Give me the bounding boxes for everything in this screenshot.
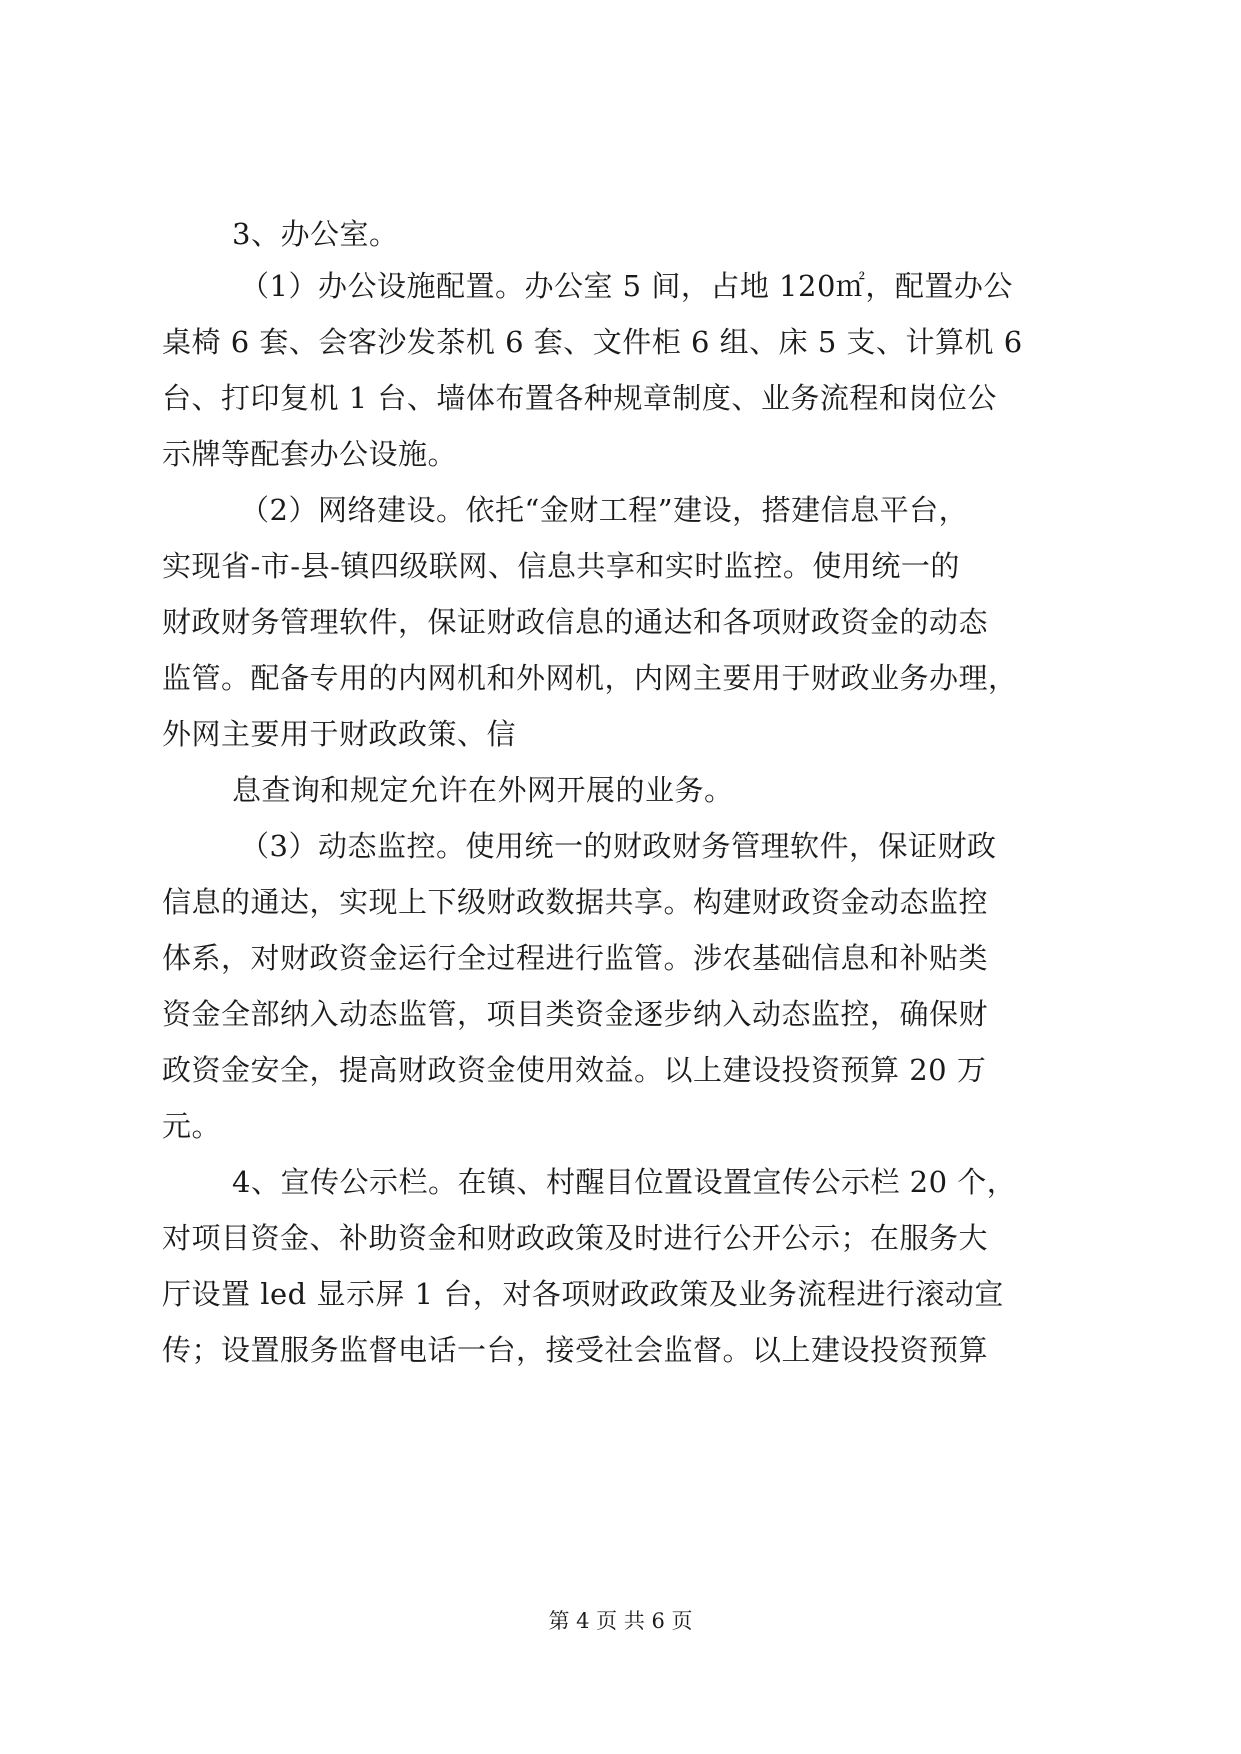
paragraph-line: 台、打印复机 1 台、墙体布置各种规章制度、业务流程和岗位公 — [162, 381, 997, 415]
paragraph-line: 监管。配备专用的内网机和外网机，内网主要用于财政业务办理， — [162, 661, 1018, 695]
paragraph-line: 财政财务管理软件，保证财政信息的通达和各项财政资金的动态 — [162, 605, 989, 639]
paragraph-line: 外网主要用于财政政策、信 — [162, 717, 517, 751]
heading-office: 3、办公室。 — [232, 217, 399, 251]
paragraph-line: 厅设置 led 显示屏 1 台，对各项财政政策及业务流程进行滚动宣 — [162, 1277, 1004, 1311]
paragraph-line: 实现省-市-县-镇四级联网、信息共享和实时监控。使用统一的 — [162, 549, 960, 583]
paragraph-line: （3）动态监控。使用统一的财政财务管理软件，保证财政 — [240, 829, 997, 863]
paragraph-line: 示牌等配套办公设施。 — [162, 437, 458, 471]
paragraph-line: 元。 — [162, 1109, 222, 1143]
paragraph-line: 4、宣传公示栏。在镇、村醒目位置设置宣传公示栏 20 个， — [232, 1165, 1017, 1199]
paragraph-line: 资金全部纳入动态监管，项目类资金逐步纳入动态监控，确保财 — [162, 997, 989, 1031]
paragraph-line: 政资金安全，提高财政资金使用效益。以上建设投资预算 20 万 — [162, 1053, 987, 1087]
paragraph-line: 对项目资金、补助资金和财政政策及时进行公开公示；在服务大 — [162, 1221, 989, 1255]
paragraph-line: 传；设置服务监督电话一台，接受社会监督。以上建设投资预算 — [162, 1333, 989, 1367]
paragraph-line: 信息的通达，实现上下级财政数据共享。构建财政资金动态监控 — [162, 885, 989, 919]
page-number-footer: 第 4 页 共 6 页 — [548, 1609, 693, 1633]
paragraph-line: 桌椅 6 套、会客沙发茶机 6 套、文件柜 6 组、床 5 支、计算机 6 — [162, 325, 1023, 359]
paragraph-line: （2）网络建设。依托“金财工程”建设，搭建信息平台， — [240, 493, 969, 527]
paragraph-line: （1）办公设施配置。办公室 5 间，占地 120㎡，配置办公 — [240, 269, 1013, 303]
paragraph-line: 体系，对财政资金运行全过程进行监管。涉农基础信息和补贴类 — [162, 941, 989, 975]
paragraph-line: 息查询和规定允许在外网开展的业务。 — [232, 773, 734, 807]
